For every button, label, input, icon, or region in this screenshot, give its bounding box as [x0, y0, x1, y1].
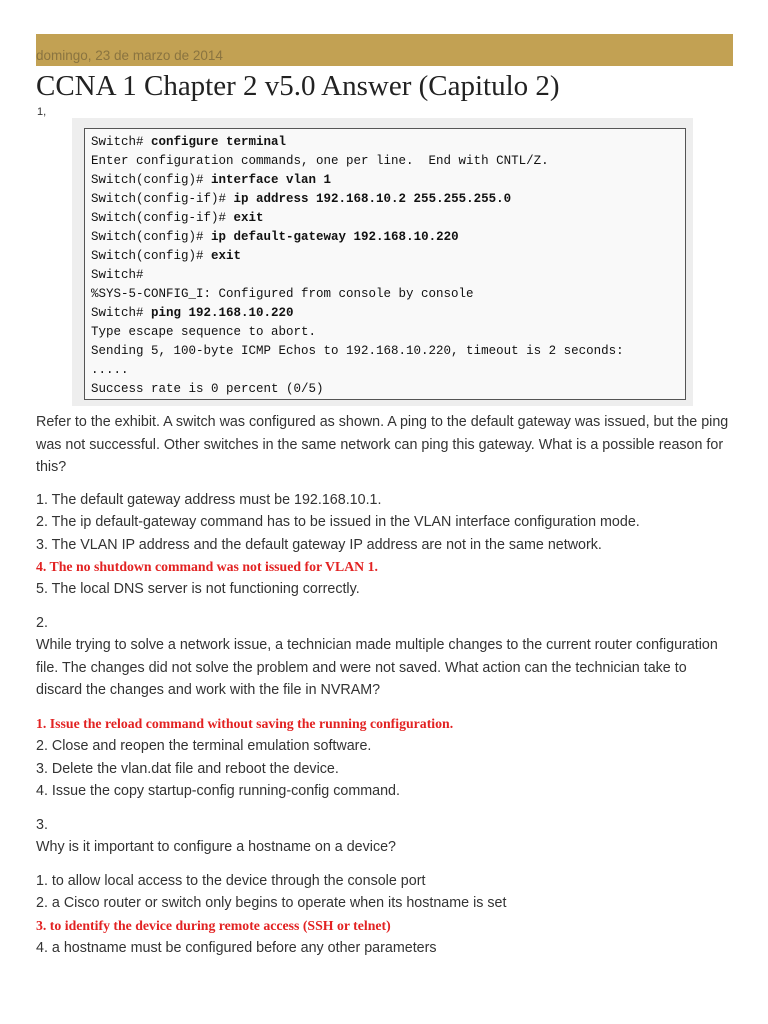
question-1-number: 1,	[37, 106, 47, 118]
terminal-line: Switch(config)# ip default-gateway 192.168.10.220	[91, 230, 459, 244]
question-3-text: Why is it important to configure a hostname on a device?	[36, 839, 396, 855]
terminal-line: Type escape sequence to abort.	[91, 325, 317, 339]
question-3-correct-option: 3. to identify the device during remote access (SSH or telnet)	[36, 918, 391, 933]
terminal-line: Switch# ping 192.168.10.220	[91, 306, 294, 320]
question-2-number: 2.	[36, 615, 48, 631]
question-1-option-3: 3. The VLAN IP address and the default gateway IP address are not in the same network.	[36, 537, 602, 553]
terminal-line: Success rate is 0 percent (0/5)	[91, 382, 324, 396]
terminal-line: %SYS-5-CONFIG_I: Configured from console by console	[91, 287, 474, 301]
question-2-option-4: 4. Issue the copy startup-config running-config command.	[36, 783, 400, 799]
terminal-line: Switch(config)# interface vlan 1	[91, 173, 332, 187]
question-3-option-2: 2. a Cisco router or switch only begins to operate when its hostname is set	[36, 895, 507, 911]
question-3-option-1: 1. to allow local access to the device through the console port	[36, 873, 426, 889]
terminal-line: Enter configuration commands, one per line. End with CNTL/Z.	[91, 154, 549, 168]
question-1-option-5: 5. The local DNS server is not functioning correctly.	[36, 581, 360, 597]
date-header-bar	[36, 34, 733, 66]
question-2-option-2: 2. Close and reopen the terminal emulation software.	[36, 738, 372, 754]
question-1-text: Refer to the exhibit. A switch was configured as shown. A ping to the default gateway was issued, but the ping was not successful. Other switches in the same network can ping this gateway. What is a possible reason for this?	[36, 414, 729, 475]
question-2-option-3: 3. Delete the vlan.dat file and reboot the device.	[36, 761, 339, 777]
terminal-line: Sending 5, 100-byte ICMP Echos to 192.168.10.220, timeout is 2 seconds:	[91, 344, 624, 358]
terminal-line: Switch(config-if)# exit	[91, 211, 264, 225]
exhibit-terminal	[84, 128, 686, 400]
terminal-line: Switch#	[91, 268, 144, 282]
question-1-option-1: 1. The default gateway address must be 192.168.10.1.	[36, 492, 382, 508]
date-header: domingo, 23 de marzo de 2014	[36, 48, 223, 63]
question-2-text: While trying to solve a network issue, a technician made multiple changes to the current router configuration file. The changes did not solve the problem and were not saved. What action can the technician take to discard the changes and work with the file in NVRAM?	[36, 637, 718, 698]
question-3-number: 3.	[36, 817, 48, 833]
terminal-line: Switch(config)# exit	[91, 249, 242, 263]
question-1-option-2: 2. The ip default-gateway command has to be issued in the VLAN interface configuration mode.	[36, 514, 640, 530]
post-title: CCNA 1 Chapter 2 v5.0 Answer (Capitulo 2)	[36, 70, 560, 102]
question-1-correct-option: 4. The no shutdown command was not issued for VLAN 1.	[36, 559, 378, 574]
terminal-line: .....	[91, 363, 129, 377]
terminal-line: Switch(config-if)# ip address 192.168.10.2 255.255.255.0	[91, 192, 512, 206]
terminal-line: Switch# configure terminal	[91, 135, 287, 149]
question-3-option-4: 4. a hostname must be configured before any other parameters	[36, 940, 437, 956]
question-2-correct-option: 1. Issue the reload command without saving the running configuration.	[36, 716, 454, 731]
